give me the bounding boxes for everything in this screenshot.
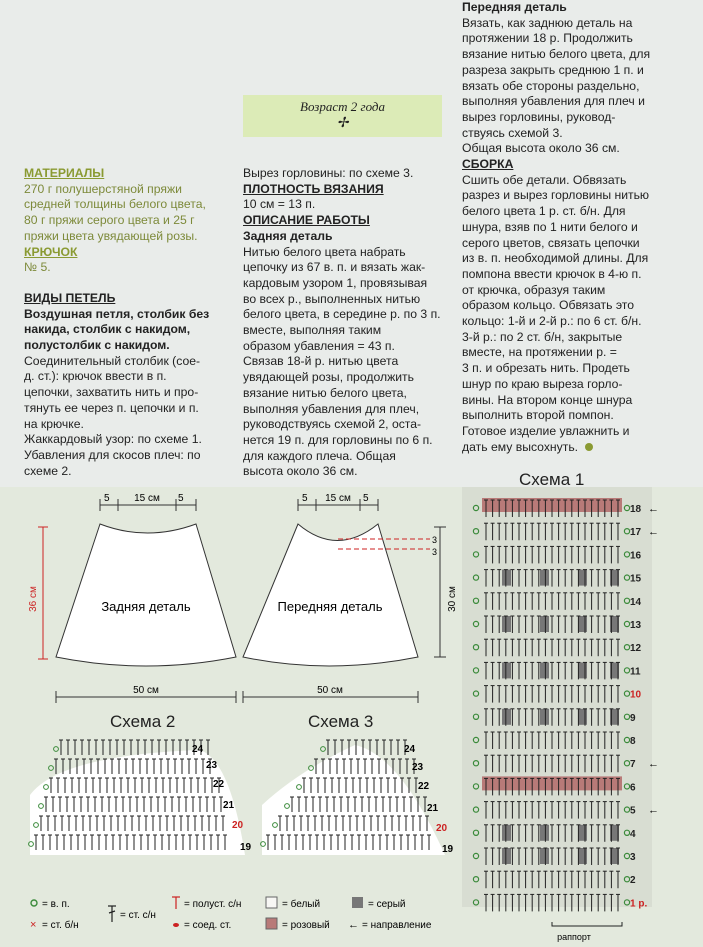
grey-swatch-icon [352,897,363,908]
jacquard-line: Жаккардовый узор: по схеме 1. [24,432,202,447]
chain-stitch [624,784,629,789]
svg-text:= ст. б/н: = ст. б/н [42,920,79,931]
back-piece-outline [56,524,236,666]
grey-cell [540,825,549,841]
schemes-2-3-charts [0,735,460,865]
end-mark-icon [585,443,593,451]
svg-text:= соед. ст.: = соед. ст. [184,920,232,931]
materials-heading: МАТЕРИАЛЫ [24,166,105,180]
description-heading: ОПИСАНИЕ РАБОТЫ [243,213,370,228]
s3-row-19: 19 [442,844,454,855]
direction-arrow-icon: ← [648,526,659,539]
chain-stitch [624,761,629,766]
back-text: Нитью белого цвета набрать цепочку из 67 в. п. и вязать жак- кардовым узором 1, провязывая во всех р., выполненных нитью белого цвета, в середине р. по 3 п. вместе, выполняя таким образом убавления = 43 п. Связав 18-й р. нитью цвета увядающей розы, продолжить вязание нитью белого цвета, выполняя убавления для плеч, руководствуясь схемой 2, оста- нется 19 п. для горловины по 6 п. для каждого плеча. Общая высота около 36 см. [243,244,441,479]
grey-cell [502,709,511,725]
chain-stitch [473,505,478,510]
garment-diagrams [0,487,460,717]
svg-text:15 см: 15 см [325,493,351,504]
front-height-label: 30 см [447,586,458,612]
front-piece-label: Передняя деталь [277,599,383,614]
svg-text:= полуст. с/н: = полуст. с/н [184,899,242,910]
repeat-label: раппорт [557,932,591,942]
back-heading: Задняя деталь [243,228,333,243]
chain-stitch [473,830,478,835]
chain-stitch [54,747,59,752]
grey-cell [502,848,511,864]
chain-stitch [473,853,478,858]
chain-stitch [49,766,54,771]
neck-line: Вырез горловины: по схеме 3. [243,166,414,180]
dc-icon [108,906,116,922]
chain-stitch [624,645,629,650]
svg-text:= направление: = направление [362,920,432,931]
density-text: 10 см = 13 п. [243,197,316,212]
grey-cell [540,848,549,864]
stitches-heading: ВИДЫ ПЕТЕЛЬ [24,290,116,305]
scheme-1-title: Схема 1 [519,470,585,489]
row-number-4: 4 [630,828,636,840]
grey-cell [540,616,549,632]
chain-stitch [624,830,629,835]
grey-cell [502,825,511,841]
white-swatch-icon [266,897,277,908]
s3-row-24: 24 [404,744,416,755]
row-number-12: 12 [630,643,642,655]
chain-stitch [473,784,478,789]
chain-stitch [473,598,478,603]
chain-stitch [624,807,629,812]
row-number-11: 11 [630,666,641,678]
assembly-text: Сшить обе детали. Обвязать разрез и вырез горловины нитью белого цвета 1 р. ст. б/н. Для шнура, взяв по 1 нити белого и серого цветов, связать цепочки из в. п. необходимой длины. Для помпона ввести крючок в 4-ю п. от крючка, образуя таким образом кольцо. Обвязать это кольцо: 1-й и 2-й р.: по 6 ст. б/н. 3-й р.: по 2 ст. б/н, закрытые вместе, на протяжении р. = 3 п. и обрезать нить. Продеть шнур по краю выреза горло- вины. На втором конце шнура выполнить второй помпон. [462,172,650,423]
back-height-label: 36 см [28,586,39,612]
svg-text:= белый: = белый [282,899,321,910]
chain-stitch [624,737,629,742]
row-number-8: 8 [630,736,636,747]
s2-row-19: 19 [240,842,252,853]
svg-text:= ст. с/н: = ст. с/н [120,910,156,921]
svg-text:= серый: = серый [368,899,406,910]
back-width-label: 50 см [133,685,159,696]
chain-stitch [473,575,478,580]
row-number-6: 6 [630,782,636,794]
legend [20,888,460,938]
chain-stitch [473,621,478,626]
s2-row-24: 24 [192,744,204,755]
grey-cell [502,662,511,678]
svg-text:= розовый: = розовый [282,920,330,931]
hook-heading: КРЮЧОК [24,244,78,259]
row-number-7: 7 [630,759,636,771]
scheme-1-chart [462,492,703,947]
scheme-2-title: Схема 2 [110,712,176,731]
direction-arrow-icon: ← [348,919,359,931]
s3-row-23: 23 [412,762,424,773]
row-number-17: 17 [630,527,642,539]
chain-stitch [473,877,478,882]
grey-cell [578,616,587,632]
hook-text: № 5. [24,260,51,275]
front-width-label: 50 см [317,685,343,696]
chain-stitch [473,714,478,719]
chain-stitch [473,737,478,742]
s3-row-22: 22 [418,781,430,792]
row-number-9: 9 [630,712,636,724]
svg-text:5: 5 [178,493,184,504]
slip-stitch-desc: Соединительный столбик (сое- д. ст.): крючок ввести в п. цепочки, захватить нить и про- тянуть ее через п. цепочки и п. на крючке. [24,353,201,431]
chain-stitch [473,761,478,766]
chain-stitch [624,900,629,905]
chain-stitch [624,505,629,510]
chain-stitch [624,552,629,557]
chain-stitch [473,529,478,534]
chain-stitch [473,900,478,905]
grey-cell [578,709,587,725]
chain-stitch [624,853,629,858]
row-number-13: 13 [630,620,642,631]
chain-stitch [473,668,478,673]
svg-text:3: 3 [432,547,438,557]
s2-row-22: 22 [213,779,225,790]
column-1: МАТЕРИАЛЫ 270 г полушерстяной пряжи средней толщины белого цвета, 80 г пряжи серого цвета и 25 г пряжи цвета увядающей розы. КРЮЧОК № 5. ВИДЫ ПЕТЕЛЬ Воздушная петля, столбик без накида, столбик с накидом, полустолбик с накидом. Соединительный столбик (сое- д. ст.): крючок ввести в п. цепочки, захватить нить и про- тянуть ее через п. цепочки и п. на крючке. Жаккардовый узор: по схеме 1. Убавления для скосов плеч: по схеме 2. [24,166,229,479]
age-badge: Возраст 2 года ✢ [243,95,442,137]
repeat-bracket [552,922,622,926]
chain-stitch [473,552,478,557]
slip-stitch-icon [173,923,179,927]
chain-stitch [473,807,478,812]
s3-row-20: 20 [436,823,448,834]
chain-stitch [473,645,478,650]
back-width-top: 15 см [134,493,160,504]
assembly-heading: СБОРКА [462,157,514,172]
row-number-10: 10 [630,689,642,701]
grey-cell [578,662,587,678]
front-heading: Передняя деталь [462,0,567,14]
grey-cell [540,662,549,678]
chain-stitch [624,691,629,696]
rose-swatch-icon [266,918,277,929]
scheme-3-chart [261,740,445,855]
direction-arrow-icon: ← [648,758,659,771]
chain-stitch [624,529,629,534]
grey-cell [502,570,511,586]
direction-arrow-icon: ← [648,804,659,817]
chain-stitch [473,691,478,696]
s2-row-23: 23 [206,760,218,771]
scheme-2-chart [29,740,245,855]
hdc-icon [172,897,180,909]
grey-cell [540,570,549,586]
s2-row-20: 20 [232,820,244,831]
front-piece-outline [243,524,418,666]
grey-cell [540,709,549,725]
scheme-3-title: Схема 3 [308,712,374,731]
row-number-1: 1 р. [630,898,648,910]
row-number-18: 18 [630,504,642,515]
chain-stitch [624,621,629,626]
density-heading: ПЛОТНОСТЬ ВЯЗАНИЯ [243,181,384,196]
grey-cell [502,616,511,632]
chain-stitch [321,747,326,752]
grey-cell [578,848,587,864]
row-number-16: 16 [630,550,642,562]
final-text: Готовое изделие увлажнить и дать ему высохнуть. [462,423,630,454]
row-number-14: 14 [630,596,642,608]
column-3: Передняя деталь Вязать, как заднюю деталь на протяжении 18 р. Продолжить вязание нитью белого цвета, для разреза закрыть среднюю 1 п. и вязать обе стороны раздельно, выполняя убавления для плеч и вырез горловины, руковод- ствуясь схемой 3. Общая высота около 36 см. СБОРКА Сшить обе детали. Обвязать разрез и вырез горловины нитью белого цвета 1 р. ст. б/н. Для шнура, взяв по 1 нити белого и серого цветов, связать цепочки из в. п. необходимой длины. Для помпона ввести крючок в 4-ю п. от крючка, образуя таким образом кольцо. Обвязать это кольцо: 1-й и 2-й р.: по 6 ст. б/н. 3-й р.: по 2 ст. б/н, закрытые вместе, на протяжении р. = 3 п. и обрезать нить. Продеть шнур по краю выреза горло- вины. На втором конце шнура выполнить второй помпон. Готовое изделие увлажнить и дать ему высохнуть. [462,0,662,455]
svg-text:5: 5 [302,493,308,504]
svg-text:5: 5 [104,493,110,504]
chain-stitch [624,598,629,603]
chain-stitch-icon [31,900,37,906]
grey-cell [578,570,587,586]
materials-text: 270 г полушерстяной пряжи средней толщины белого цвета, 80 г пряжи серого цвета и 25 г пряжи цвета увядающей розы. [24,181,206,243]
chain-stitch [624,668,629,673]
chain-stitch [624,877,629,882]
chain-stitch [624,575,629,580]
svg-text:5: 5 [363,493,369,504]
grey-cell [578,825,587,841]
row-number-3: 3 [630,852,636,863]
svg-text:= в. п.: = в. п. [42,899,70,910]
front-height: Общая высота около 36 см. [462,141,620,156]
direction-arrow-icon: ← [648,503,659,515]
row-number-15: 15 [630,573,642,585]
ornament-icon: ✢ [336,116,349,131]
s2-row-21: 21 [223,800,235,811]
back-piece-label: Задняя деталь [101,599,191,614]
chain-stitch [624,714,629,719]
row-number-5: 5 [630,805,636,817]
row-number-2: 2 [630,875,636,887]
sc-icon: × [30,919,37,931]
column-2 [243,166,443,480]
s3-row-21: 21 [427,803,439,814]
svg-text:3: 3 [432,535,438,545]
